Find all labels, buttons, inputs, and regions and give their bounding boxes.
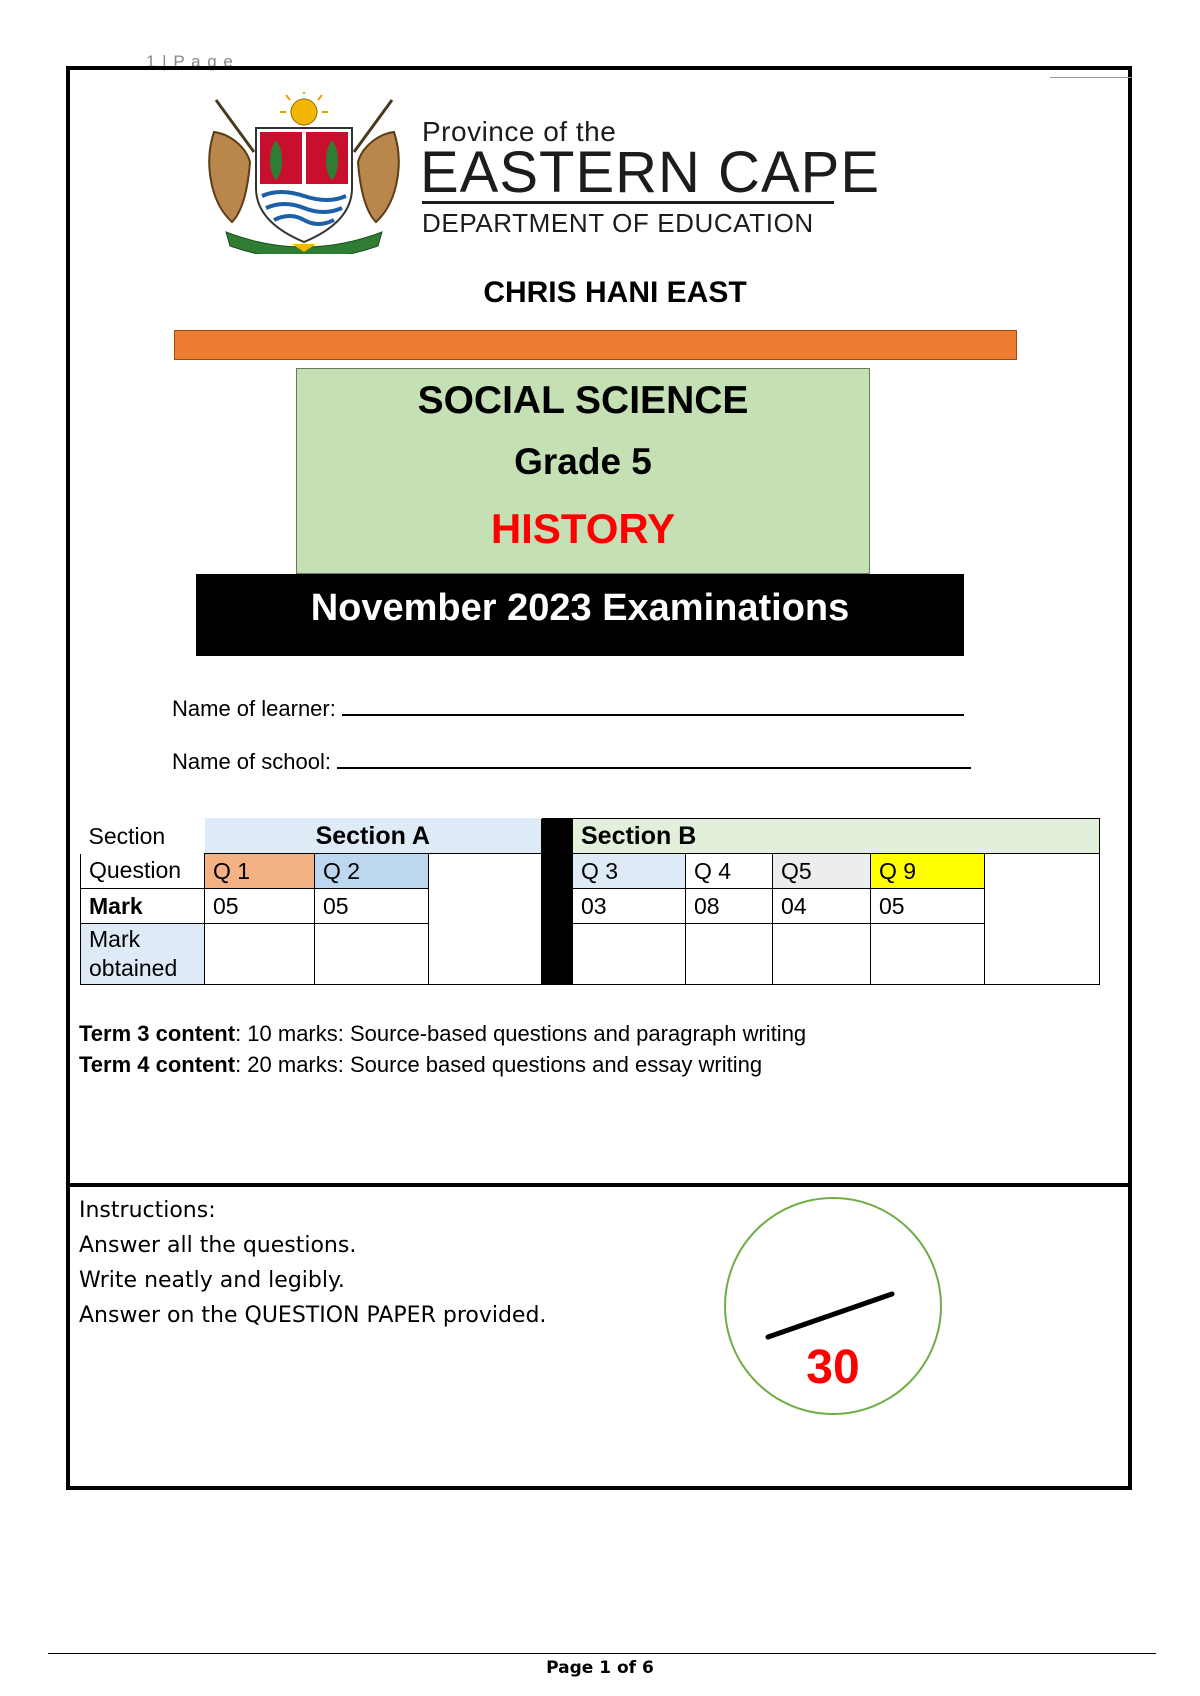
- q4-mark: 08: [686, 889, 773, 924]
- title-box: [296, 368, 870, 574]
- section-b-blank: [985, 854, 1100, 985]
- q5-header: Q5: [773, 854, 871, 889]
- q3-mark: 03: [573, 889, 686, 924]
- instructions: [79, 1193, 546, 1333]
- q3-header: Q 3: [573, 854, 686, 889]
- q1-header: Q 1: [205, 854, 315, 889]
- school-name-label: Name of school:: [172, 749, 331, 774]
- q9-mark: 05: [871, 889, 985, 924]
- school-name-field[interactable]: [337, 747, 971, 769]
- coat-of-arms-logo: [196, 92, 412, 254]
- school-name-row: [172, 747, 971, 775]
- term3-note: [79, 1021, 806, 1047]
- instruction-item: Answer on the QUESTION PAPER provided.: [79, 1303, 547, 1328]
- mark-obtained-label-line1: Mark: [89, 926, 141, 952]
- learner-name-field[interactable]: [342, 694, 964, 716]
- section-separator: [542, 819, 573, 854]
- subject-title: SOCIAL SCIENCE: [417, 379, 749, 422]
- instructions-heading: Instructions:: [79, 1198, 216, 1223]
- page-marker: 1 | P a g e: [146, 52, 234, 71]
- term3-text: : 10 marks: Source-based questions and paragraph writing: [235, 1021, 807, 1046]
- logo-rule: [422, 201, 834, 204]
- orange-banner: [174, 330, 1017, 360]
- instruction-item: Answer all the questions.: [79, 1233, 357, 1258]
- section-a-header: Section A: [205, 819, 542, 854]
- term3-label: Term 3 content: [79, 1021, 236, 1046]
- mark-obtained-label-line2: obtained: [89, 955, 178, 981]
- q2-header: Q 2: [315, 854, 429, 889]
- province-name: EASTERN CAPE: [420, 140, 880, 205]
- footer-rule: [48, 1653, 1156, 1654]
- q5-mark: 04: [773, 889, 871, 924]
- q4-header: Q 4: [686, 854, 773, 889]
- topic-title: HISTORY: [490, 505, 676, 552]
- q1-mark: 05: [205, 889, 315, 924]
- section-label: Section: [88, 822, 166, 849]
- q3-obtained-field[interactable]: [573, 924, 686, 985]
- q5-obtained-field[interactable]: [773, 924, 871, 985]
- exam-banner: November 2023 Examinations: [196, 574, 964, 656]
- term4-note: [79, 1052, 762, 1078]
- q9-header: Q 9: [871, 854, 985, 889]
- section-a-blank: [429, 854, 542, 985]
- learner-name-row: [172, 694, 964, 722]
- department-name: DEPARTMENT OF EDUCATION: [422, 208, 814, 238]
- mark-obtained-label: [81, 924, 205, 985]
- q9-obtained-field[interactable]: [871, 924, 985, 985]
- score-total: 30: [806, 1341, 860, 1394]
- term4-text: : 20 marks: Source based questions and essay writing: [235, 1052, 763, 1077]
- instruction-item: Write neatly and legibly.: [79, 1268, 345, 1293]
- section-b-header: Section B: [573, 819, 1100, 854]
- province-label: Province of the: [422, 116, 617, 147]
- district-name: CHRIS HANI EAST: [483, 276, 747, 309]
- q1-obtained-field[interactable]: [205, 924, 315, 985]
- section-separator-bar: [542, 854, 573, 985]
- grade-title: Grade 5: [514, 441, 652, 482]
- term4-label: Term 4 content: [79, 1052, 236, 1077]
- q4-obtained-field[interactable]: [686, 924, 773, 985]
- mark-label: Mark: [81, 889, 205, 924]
- frame-divider: [66, 1183, 1132, 1187]
- learner-name-label: Name of learner:: [172, 696, 336, 721]
- q2-obtained-field[interactable]: [315, 924, 429, 985]
- question-label: Question: [81, 854, 205, 889]
- q2-mark: 05: [315, 889, 429, 924]
- marks-table: [80, 818, 1100, 985]
- header-rule: [1050, 77, 1132, 78]
- page-footer: Page 1 of 6: [546, 1658, 654, 1678]
